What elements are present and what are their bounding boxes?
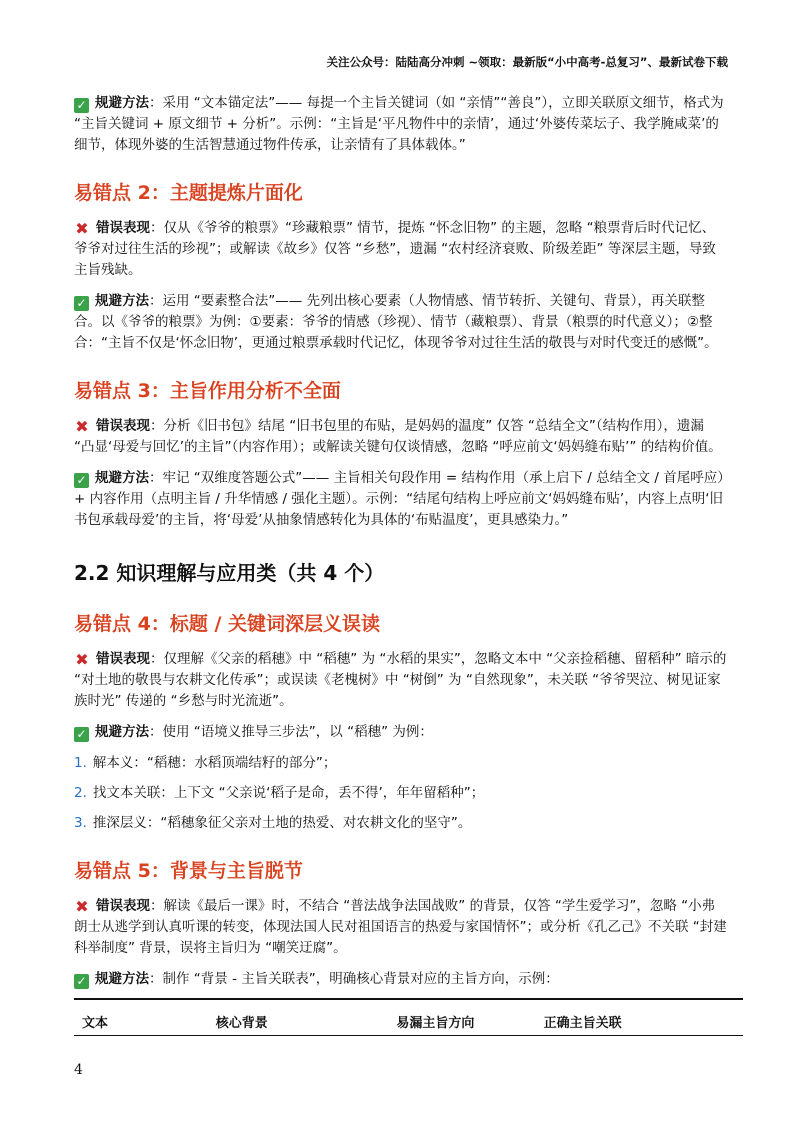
point2-title: 易错点 2：主题提炼片面化	[74, 182, 303, 204]
step-text: 找文本关联：上下文 “父亲说‘稻子是命，丢不得’，年年留稻种”；	[92, 785, 485, 801]
point5-error-text: ：解读《最后一课》时，不结合 “普法战争法国战败” 的背景，仅答 “学生爱学习”，忽略 “小弗朗士从逃学到认真听课的转变，体现法国人民对祖国语言的热爱与家国情怀”；或分析《孔乙己》不关联 “封建科举制度” 背景，误将主旨归为 “嘲笑迂腐”。	[74, 898, 727, 956]
point5-title: 易错点 5：背景与主旨脱节	[74, 860, 303, 882]
step-number: 2.	[74, 785, 87, 801]
step-number: 3.	[74, 815, 87, 831]
cross-icon: ✖	[75, 219, 89, 238]
point2-method	[74, 291, 728, 354]
table-header-cell: 文本	[74, 999, 208, 1036]
table-header-cell: 正确主旨关联	[536, 999, 743, 1036]
check-icon: ✓	[74, 98, 89, 113]
cross-icon: ✖	[75, 650, 89, 669]
check-icon: ✓	[74, 473, 89, 488]
point4-method-label: 规避方法	[95, 724, 149, 740]
point5-error-label: 错误表现	[96, 898, 150, 914]
point4-error-label: 错误表现	[96, 651, 150, 667]
table-header-cell: 易漏主旨方向	[388, 999, 535, 1036]
step-item	[74, 783, 728, 804]
point4-steps	[74, 753, 728, 834]
point5-error	[74, 896, 728, 959]
point5-method-label: 规避方法	[95, 971, 149, 987]
check-icon: ✓	[74, 974, 89, 989]
point4-error-text: ：仅理解《父亲的稻穗》中 “稻穗” 为 “水稻的果实”，忽略文本中 “父亲捡稻穗、留稻种” 暗示的 “对土地的敬畏与农耕文化传承”；或误读《老槐树》中 “树倒” 为 “自然现象”，未关联 “爷爷哭泣、树见证家族时光” 传递的 “乡愁与时光流逝”。	[74, 651, 727, 709]
point3-method-label: 规避方法	[95, 470, 149, 486]
point2-error-label: 错误表现	[96, 220, 150, 236]
point2-error-text: ：仅从《爷爷的粮票》“珍藏粮票” 情节，提炼 “怀念旧物” 的主题，忽略 “粮票背后时代记忆、爷爷对过往生活的珍视”；或解读《故乡》仅答 “乡愁”，遗漏 “农村经济衰败、阶级差距” 等深层主题，导致主旨残缺。	[74, 220, 716, 278]
check-icon: ✓	[74, 727, 89, 742]
step-text: 解本义：“稻穗：水稻顶端结籽的部分”；	[92, 755, 337, 771]
point2-error	[74, 218, 728, 281]
point3-error	[74, 416, 728, 458]
point4-method-text: ：使用 “语境义推导三步法”，以 “稻穗” 为例：	[149, 724, 433, 740]
point5-method	[74, 969, 728, 990]
point3-error-label: 错误表现	[96, 418, 150, 434]
point3-method-text: ：牢记 “双维度答题公式”—— 主旨相关句段作用 = 结构作用（承上启下 / 总结全文 / 首尾呼应）+ 内容作用（点明主旨 / 升华情感 / 强化主题）。示例：“结尾句结构上呼应前文‘妈妈缝布贴’，内容上点明‘旧书包承载母爱’的主旨，将‘母爱’从抽象情感转化为具体的‘布贴温度’，更具感染力。”	[74, 470, 724, 528]
point4-title: 易错点 4：标题 / 关键词深层义误读	[74, 613, 381, 635]
point5-method-text: ：制作 “背景 - 主旨关联表”，明确核心背景对应的主旨方向，示例：	[149, 971, 559, 987]
step-item	[74, 753, 728, 774]
document-body	[74, 93, 728, 1000]
cross-icon: ✖	[75, 897, 89, 916]
background-theme-table	[74, 998, 743, 1036]
point2-method-label: 规避方法	[95, 293, 149, 309]
table-header-row	[74, 999, 743, 1036]
point3-method	[74, 468, 728, 531]
point2-method-text: ：运用 “要素整合法”—— 先列出核心要素（人物情感、情节转折、关键句、背景），再关联整合。以《爷爷的粮票》为例：①要素：爷爷的情感（珍视）、情节（藏粮票）、背景（粮票的时代意义）；②整合：“主旨不仅是‘怀念旧物’，更通过粮票承载时代记忆，体现爷爷对过往生活的敬畏与对时代变迁的感慨”。	[74, 293, 718, 351]
intro-method-label: 规避方法	[95, 95, 149, 111]
point3-title: 易错点 3：主旨作用分析不全面	[74, 380, 341, 402]
page-number: 4	[74, 1062, 83, 1078]
point4-error	[74, 649, 728, 712]
step-item	[74, 813, 728, 834]
table-header-cell: 核心背景	[208, 999, 389, 1036]
section-title: 2.2 知识理解与应用类（共 4 个）	[74, 561, 385, 585]
check-icon: ✓	[74, 296, 89, 311]
page-header: 关注公众号：陆陆高分冲刺 ~领取：最新版“小中高考-总复习”、最新试卷下载	[326, 55, 728, 69]
step-number: 1.	[74, 755, 87, 771]
intro-method	[74, 93, 728, 156]
intro-method-text: ：采用 “文本锚定法”—— 每提一个主旨关键词（如 “亲情”“善良”），立即关联原文细节，格式为 “主旨关键词 + 原文细节 + 分析”。示例：“主旨是‘平凡物件中的亲情’，通过‘外婆传菜坛子、我学腌咸菜’的细节，体现外婆的生活智慧通过物件传承，让亲情有了具体载体。”	[74, 95, 724, 153]
point3-error-text: ：分析《旧书包》结尾 “旧书包里的布贴，是妈妈的温度” 仅答 “总结全文”（结构作用），遗漏 “凸显‘母爱与回忆’的主旨”（内容作用）；或解读关键句仅谈情感，忽略 “呼应前文‘妈妈缝布贴’” 的结构价值。	[74, 418, 722, 455]
cross-icon: ✖	[75, 417, 89, 436]
point4-method	[74, 722, 728, 743]
step-text: 推深层义：“稻穗象征父亲对土地的热爱、对农耕文化的坚守”。	[92, 815, 472, 831]
